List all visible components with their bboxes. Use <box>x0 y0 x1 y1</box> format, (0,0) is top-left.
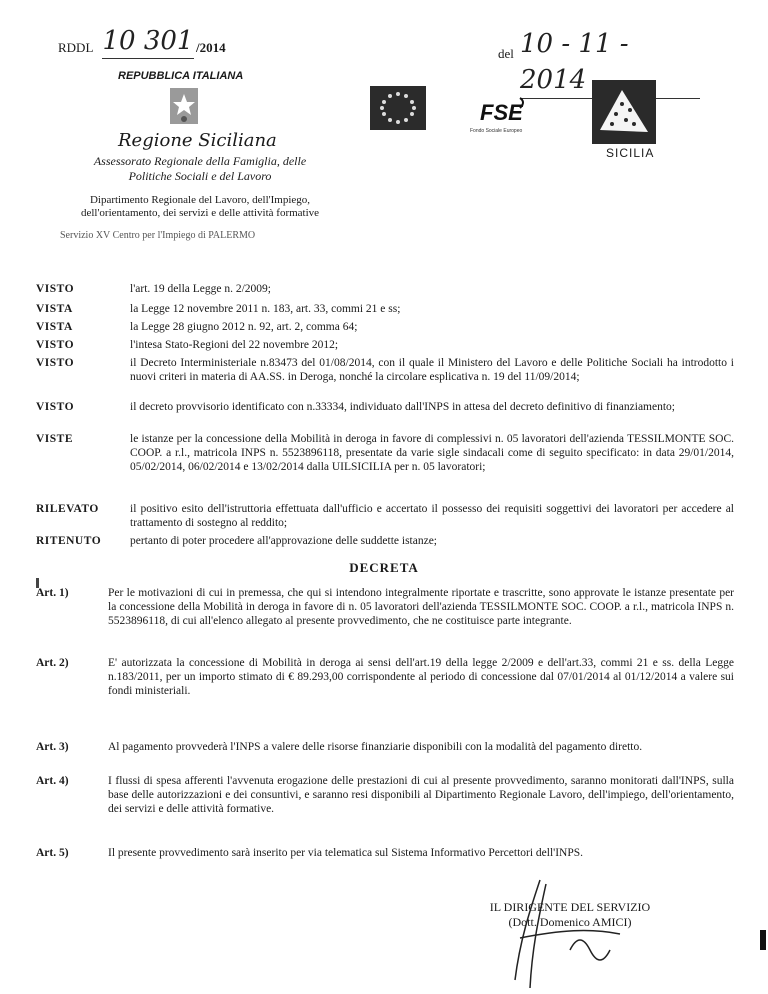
preamble-key: VISTO <box>36 283 75 295</box>
preamble-key: VISTO <box>36 401 75 413</box>
article-text: Al pagamento provvederà l'INPS a valere delle risorse finanziarie disponibili con la modalità del pagamento diretto. <box>108 741 643 753</box>
margin-mark <box>760 930 766 950</box>
article-text: E' autorizzata la concessione di Mobilità in deroga ai sensi dell'art.19 della legge 2/2009 e dell'art.33, commi 21 e ss. della Legge n.183/2011, per un importo stimato di € 89.293,00 corrispondente al periodo di concessione dal 07/01/2014 al 01/12/2014 a valere sui fondi ministeriali. <box>108 657 734 697</box>
preamble-text: la Legge 12 novembre 2011 n. 183, art. 33, commi 21 e ss; <box>130 303 401 315</box>
article-key: Art. 3) <box>36 741 69 753</box>
servizio-line: Servizio XV Centro per l'Impiego di PALERMO <box>60 230 256 241</box>
repubblica-heading: REPUBBLICA ITALIANA <box>118 70 244 82</box>
fse-caption: Fondo Sociale Europeo <box>470 128 523 134</box>
dipartimento <box>40 194 360 220</box>
preamble-key: VISTO <box>36 357 75 369</box>
article-text: Il presente provvedimento sarà inserito per via telematica sul Sistema Informativo Percettori dell'INPS. <box>108 847 584 859</box>
article-key: Art. 5) <box>36 847 69 859</box>
assessorato <box>40 154 360 184</box>
fse-logo-text: FSE <box>480 100 523 125</box>
assessorato-line-1: Assessorato Regionale della Famiglia, delle <box>93 154 307 168</box>
signature-block <box>440 900 700 930</box>
preamble-text: pertanto di poter procedere all'approvazione delle suddette istanze; <box>130 535 438 547</box>
preamble-text: le istanze per la concessione della Mobilità in deroga in favore di complessivi n. 05 lavoratori dell'azienda TESSILMONTE SOC. COOP. a r.l., matricola INPS n. 5523896118, presentate da varie sigle sindacali come di seguito specificato: in data 29/01/2014, 05/02/2014, 06/02/2014 e 13/02/2014 dalla UILSICILIA per n. 05 lavoratori; <box>130 433 734 473</box>
dipartimento-line-2: dell'orientamento, dei servizi e delle attività formative <box>80 207 320 219</box>
fse-logo-icon <box>476 92 536 130</box>
preamble-key: RILEVATO <box>36 503 99 515</box>
preamble-text: il positivo esito dell'istruttoria effettuata dall'ufficio e accertato il possesso dei requisiti soggettivi dei lavoratori per accedere al trattamento di sostegno al reddito; <box>130 503 734 529</box>
preamble-key: RITENUTO <box>36 535 102 547</box>
article-text: I flussi di spesa afferenti l'avvenuta erogazione delle prestazioni di cui al presente provvedimento, saranno monitorati dall'INPS, sulla base delle autorizzazioni e dei consuntivi, e saranno resi disponibili al Dipartimento Regionale Lavoro, dell'impiego, dell'orientamento, dei servizi e delle attività formative. <box>108 775 734 815</box>
regione-siciliana: Regione Siciliana <box>118 130 277 151</box>
preamble-text: la Legge 28 giugno 2012 n. 92, art. 2, comma 64; <box>130 321 358 333</box>
article-key: Art. 1) <box>36 587 69 599</box>
date-label: del <box>498 46 514 61</box>
dipartimento-line-1: Dipartimento Regionale del Lavoro, dell'Impiego, <box>89 194 311 206</box>
signature-title: IL DIRIGENTE DEL SERVIZIO <box>489 900 651 914</box>
rddl-year: /2014 <box>196 40 226 55</box>
decreta-heading: DECRETA <box>349 560 419 575</box>
preamble-text: l'art. 19 della Legge n. 2/2009; <box>130 283 271 295</box>
article-key: Art. 4) <box>36 775 69 787</box>
signature-name: (Dott. Domenico AMICI) <box>508 915 632 929</box>
sicilia-logo-icon <box>592 80 656 144</box>
italian-emblem-icon <box>168 86 200 126</box>
eu-flag-icon <box>370 86 426 130</box>
date-value: 10 - 11 - 2014 <box>520 26 700 99</box>
article-text: Per le motivazioni di cui in premessa, che qui si intendono integralmente riportate e trascritte, sono approvate le istanze presentate per la concessione della Mobilità in deroga in favore di n. 05 lavoratori dell'azienda TESSILMONTE SOC. COOP. a r.l., matricola INPS n. 5523896118, di cui all'elenco allegato al presente provvedimento, che ne costituisce parte integrante. <box>108 587 734 627</box>
rddl-label: RDDL <box>58 40 94 55</box>
article-key: Art. 2) <box>36 657 69 669</box>
assessorato-line-2: Politiche Sociali e del Lavoro <box>128 169 272 183</box>
preamble-key: VISTA <box>36 303 73 315</box>
preamble-key: VISTE <box>36 433 74 445</box>
preamble-key: VISTO <box>36 339 75 351</box>
preamble-text: l'intesa Stato-Regioni del 22 novembre 2012; <box>130 339 339 351</box>
sicilia-label: SICILIA <box>606 146 655 160</box>
preamble-text: il Decreto Interministeriale n.83473 del 01/08/2014, con il quale il Ministero del Lavoro e delle Politiche Sociali ha introdotto i nuovi criteri in materia di AA.SS. in Deroga, nonché la circolare esplicativa n. 19 del 11/09/2014; <box>130 357 734 383</box>
preamble-text: il decreto provvisorio identificato con n.33334, individuato dall'INPS in attesa del decreto definitivo di finanziamento; <box>130 401 675 413</box>
rddl-number: 10 301 <box>102 24 194 59</box>
preamble-key: VISTA <box>36 321 73 333</box>
